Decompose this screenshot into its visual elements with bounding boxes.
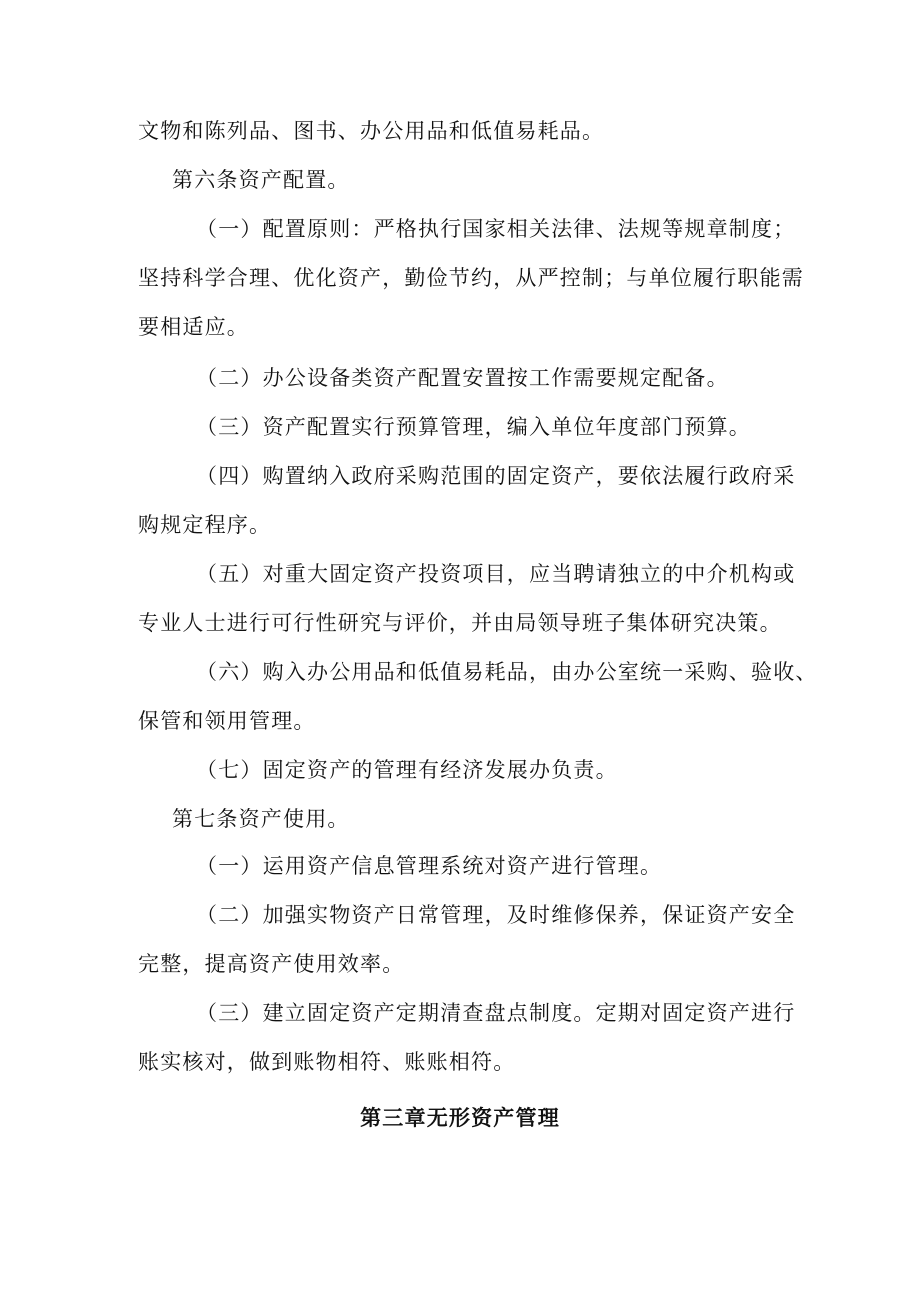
body-text-line: 完整，提高资产使用效率。 bbox=[138, 952, 405, 976]
article-heading-6: 第六条资产配置。 bbox=[172, 168, 350, 192]
clause-item: （六）购入办公用品和低值易耗品，由办公室统一采购、验收、 bbox=[196, 660, 818, 684]
clause-item: （三）资产配置实行预算管理，编入单位年度部门预算。 bbox=[196, 415, 751, 439]
body-text-line: 购规定程序。 bbox=[138, 513, 272, 537]
body-text-line: 保管和领用管理。 bbox=[138, 709, 316, 733]
clause-item: （二）加强实物资产日常管理，及时维修保养，保证资产安全 bbox=[196, 903, 796, 927]
body-text-line: 坚持科学合理、优化资产，勤俭节约，从严控制；与单位履行职能需 bbox=[138, 266, 804, 290]
clause-item: （四）购置纳入政府采购范围的固定资产，要依法履行政府采 bbox=[196, 464, 796, 488]
body-text-line: 账实核对，做到账物相符、账账相符。 bbox=[138, 1050, 516, 1074]
clause-item: （五）对重大固定资产投资项目，应当聘请独立的中介机构或 bbox=[196, 562, 796, 586]
clause-item: （三）建立固定资产定期清查盘点制度。定期对固定资产进行 bbox=[196, 1001, 796, 1025]
body-text-line: 专业人士进行可行性研究与评价，并由局领导班子集体研究决策。 bbox=[138, 611, 782, 635]
body-text-line: 要相适应。 bbox=[138, 315, 249, 339]
clause-item: （七）固定资产的管理有经济发展办负责。 bbox=[196, 758, 618, 782]
article-heading-7: 第七条资产使用。 bbox=[172, 807, 350, 831]
clause-item: （一）运用资产信息管理系统对资产进行管理。 bbox=[196, 854, 663, 878]
chapter-heading: 第三章无形资产管理 bbox=[360, 1105, 560, 1130]
body-text-line: 文物和陈列品、图书、办公用品和低值易耗品。 bbox=[138, 119, 605, 143]
clause-item: （二）办公设备类资产配置安置按工作需要规定配备。 bbox=[196, 366, 729, 390]
clause-item: （一）配置原则：严格执行国家相关法律、法规等规章制度； bbox=[196, 217, 796, 241]
